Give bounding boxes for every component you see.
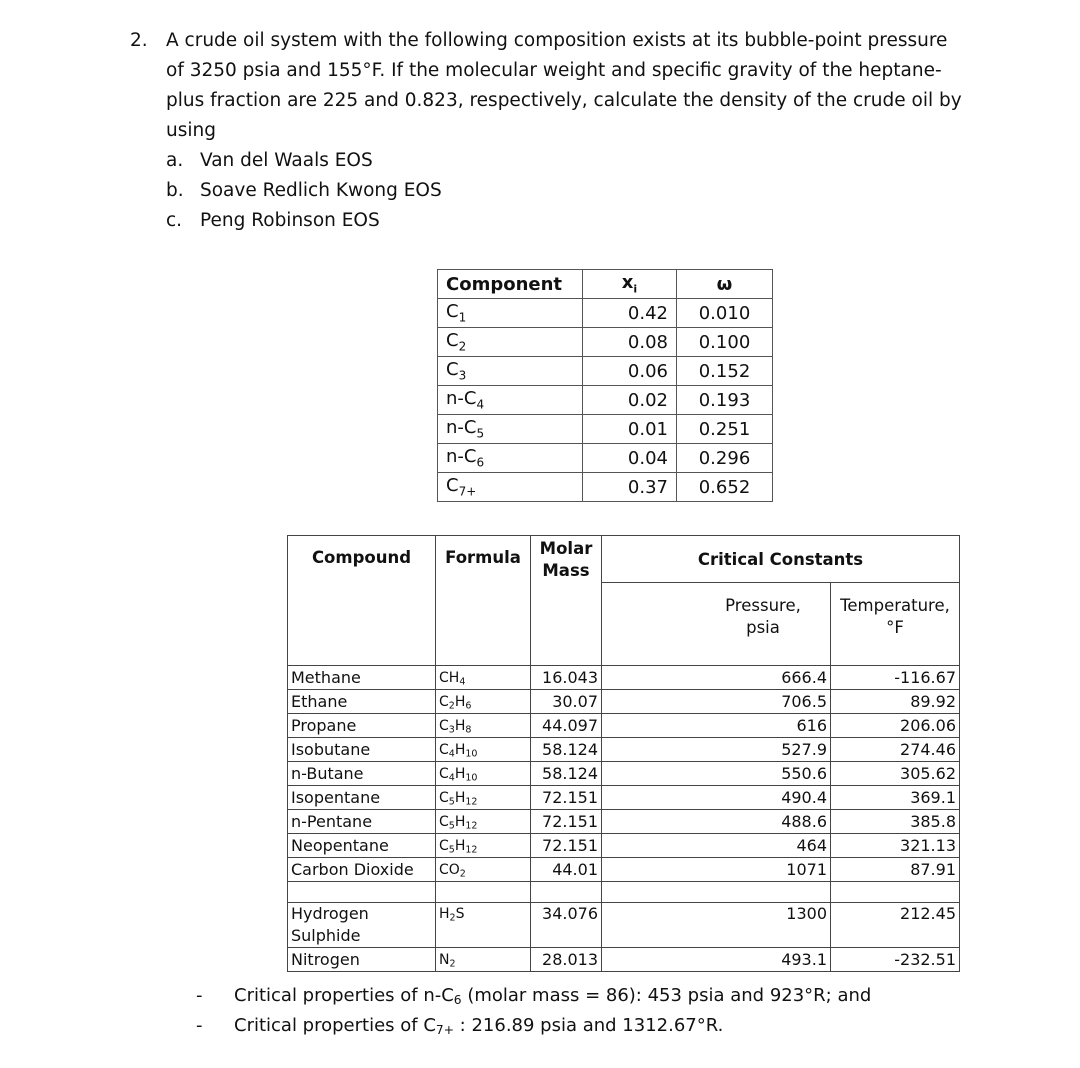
formula-part: H xyxy=(454,813,466,830)
formula-cell xyxy=(436,834,531,858)
acentric-factor-cell: 0.193 xyxy=(677,386,773,415)
properties-table xyxy=(287,535,960,972)
note-part: 6 xyxy=(453,993,462,1008)
component-name: n-C xyxy=(446,388,477,410)
acentric-factor-cell: 0.100 xyxy=(677,328,773,357)
composition-row xyxy=(438,357,773,386)
compound-name-cell: Nitrogen xyxy=(288,948,436,972)
compound-row xyxy=(288,810,960,834)
critical-pressure-cell: 550.6 xyxy=(602,762,831,786)
spacer-cell xyxy=(531,882,602,903)
compound-name-cell: Propane xyxy=(288,714,436,738)
formula-part: 10 xyxy=(465,771,478,783)
formula-part: N xyxy=(439,951,450,968)
formula-part: 12 xyxy=(465,843,478,855)
critical-pressure-cell: 1300 xyxy=(602,903,831,948)
critical-pressure-cell: 488.6 xyxy=(602,810,831,834)
compound-name-cell: Hydrogen Sulphide xyxy=(288,903,436,948)
molar-mass-cell: 72.151 xyxy=(531,834,602,858)
composition-body xyxy=(438,299,773,502)
component-cell xyxy=(438,415,583,444)
formula-part: 2 xyxy=(448,699,455,711)
formula-part: 2 xyxy=(449,957,456,969)
header-temperature xyxy=(831,583,960,666)
compound-name-cell: Isobutane xyxy=(288,738,436,762)
component-subscript: 1 xyxy=(458,310,467,325)
note-dash: - xyxy=(196,1015,203,1036)
formula-cell xyxy=(436,738,531,762)
component-cell xyxy=(438,299,583,328)
option-label: c. xyxy=(166,210,183,231)
component-name: C xyxy=(446,330,459,352)
component-subscript: 7+ xyxy=(458,484,477,499)
spacer-cell xyxy=(831,882,960,903)
formula-part: C xyxy=(439,717,449,734)
option-text: Soave Redlich Kwong EOS xyxy=(200,180,442,201)
note-text xyxy=(234,1011,723,1041)
header-mole-fraction xyxy=(583,270,677,299)
formula-part: 3 xyxy=(448,723,455,735)
spacer-cell xyxy=(602,882,831,903)
compound-row xyxy=(288,666,960,690)
component-cell xyxy=(438,357,583,386)
compound-name-cell: Neopentane xyxy=(288,834,436,858)
formula-part: C xyxy=(439,789,449,806)
formula-part: C xyxy=(439,765,449,782)
compound-row xyxy=(288,786,960,810)
critical-pressure-cell: 490.4 xyxy=(602,786,831,810)
component-subscript: 2 xyxy=(458,339,467,354)
formula-cell xyxy=(436,903,531,948)
note-part: Critical properties of n-C xyxy=(234,985,454,1006)
acentric-factor-cell: 0.251 xyxy=(677,415,773,444)
mole-fraction-cell: 0.42 xyxy=(583,299,677,328)
header-critical-constants: Critical Constants xyxy=(602,536,960,583)
note-part: : 216.89 psia and 1312.67°R. xyxy=(453,1015,724,1036)
formula-part: 5 xyxy=(448,819,455,831)
component-subscript: 4 xyxy=(476,397,485,412)
option-label: b. xyxy=(166,180,184,201)
header-x-sub: i xyxy=(633,282,638,296)
acentric-factor-cell: 0.652 xyxy=(677,473,773,502)
formula-part: H xyxy=(454,741,466,758)
problem-number: 2. xyxy=(130,30,148,51)
acentric-factor-cell: 0.296 xyxy=(677,444,773,473)
option-item xyxy=(166,146,970,176)
note-part: (molar mass = 86): 453 psia and 923°R; and xyxy=(461,985,872,1006)
mole-fraction-cell: 0.37 xyxy=(583,473,677,502)
composition-header-row xyxy=(438,270,773,299)
critical-pressure-cell: 464 xyxy=(602,834,831,858)
compound-name-cell: Isopentane xyxy=(288,786,436,810)
mole-fraction-cell: 0.01 xyxy=(583,415,677,444)
header-x: x xyxy=(621,272,634,294)
formula-part: 5 xyxy=(448,795,455,807)
critical-pressure-cell: 493.1 xyxy=(602,948,831,972)
formula-part: 12 xyxy=(465,819,478,831)
formula-part: H xyxy=(454,789,466,806)
formula-part: H xyxy=(454,765,466,782)
properties-header-row-1 xyxy=(288,536,960,583)
formula-cell xyxy=(436,810,531,834)
component-name: n-C xyxy=(446,446,477,468)
formula-part: H xyxy=(439,906,450,922)
formula-part: C xyxy=(439,837,449,854)
problem-statement xyxy=(130,26,970,236)
molar-mass-cell: 58.124 xyxy=(531,762,602,786)
compound-name-cell: n-Butane xyxy=(288,762,436,786)
note-dash: - xyxy=(196,985,203,1006)
molar-mass-cell: 30.07 xyxy=(531,690,602,714)
properties-body xyxy=(288,666,960,972)
molar-mass-cell: 34.076 xyxy=(531,903,602,948)
formula-part: 12 xyxy=(465,795,478,807)
component-subscript: 3 xyxy=(458,368,467,383)
compound-row xyxy=(288,948,960,972)
compound-name-cell: n-Pentane xyxy=(288,810,436,834)
formula-part: 4 xyxy=(459,675,466,687)
note-part: 7+ xyxy=(435,1023,454,1038)
spacer-row xyxy=(288,882,960,903)
mole-fraction-cell: 0.04 xyxy=(583,444,677,473)
header-molar-mass: Molar Mass xyxy=(531,536,602,666)
formula-part: 5 xyxy=(448,843,455,855)
component-cell xyxy=(438,473,583,502)
critical-temperature-cell: 305.62 xyxy=(831,762,960,786)
option-label: a. xyxy=(166,150,184,171)
formula-part: 10 xyxy=(465,747,478,759)
option-item xyxy=(166,176,970,206)
compound-row xyxy=(288,903,960,948)
note-item xyxy=(196,981,871,1011)
mole-fraction-cell: 0.08 xyxy=(583,328,677,357)
acentric-factor-cell: 0.010 xyxy=(677,299,773,328)
compound-name-cell: Methane xyxy=(288,666,436,690)
option-text: Van del Waals EOS xyxy=(200,150,373,171)
formula-cell xyxy=(436,948,531,972)
formula-part: 4 xyxy=(448,747,455,759)
formula-part: CH xyxy=(439,669,460,686)
component-cell xyxy=(438,328,583,357)
header-pressure-text: Pressure, psia xyxy=(725,596,801,637)
formula-part: C xyxy=(439,741,449,758)
compound-row xyxy=(288,690,960,714)
compound-row xyxy=(288,714,960,738)
formula-cell xyxy=(436,858,531,882)
compound-row xyxy=(288,738,960,762)
component-cell xyxy=(438,444,583,473)
compound-row xyxy=(288,762,960,786)
notes xyxy=(196,981,871,1041)
spacer-cell xyxy=(436,882,531,903)
note-part: Critical properties of C xyxy=(234,1015,436,1036)
acentric-factor-cell: 0.152 xyxy=(677,357,773,386)
header-formula: Formula xyxy=(436,536,531,666)
molar-mass-cell: 44.097 xyxy=(531,714,602,738)
molar-mass-cell: 72.151 xyxy=(531,810,602,834)
spacer-cell xyxy=(288,882,436,903)
compound-row xyxy=(288,834,960,858)
composition-row xyxy=(438,299,773,328)
critical-pressure-cell: 666.4 xyxy=(602,666,831,690)
molar-mass-cell: 72.151 xyxy=(531,786,602,810)
formula-cell xyxy=(436,786,531,810)
formula-part: 4 xyxy=(448,771,455,783)
composition-row xyxy=(438,473,773,502)
critical-temperature-cell: 206.06 xyxy=(831,714,960,738)
component-cell xyxy=(438,386,583,415)
compound-row xyxy=(288,858,960,882)
critical-temperature-cell: 385.8 xyxy=(831,810,960,834)
formula-part: S xyxy=(455,906,465,922)
formula-part: 8 xyxy=(465,723,472,735)
component-name: C xyxy=(446,475,459,497)
component-subscript: 5 xyxy=(476,426,485,441)
composition-row xyxy=(438,415,773,444)
molar-mass-cell: 58.124 xyxy=(531,738,602,762)
option-list xyxy=(166,146,970,236)
formula-part: 2 xyxy=(449,912,456,924)
critical-temperature-cell: -232.51 xyxy=(831,948,960,972)
molar-mass-cell: 16.043 xyxy=(531,666,602,690)
mole-fraction-cell: 0.02 xyxy=(583,386,677,415)
composition-row xyxy=(438,386,773,415)
mole-fraction-cell: 0.06 xyxy=(583,357,677,386)
formula-cell xyxy=(436,714,531,738)
composition-table xyxy=(437,269,773,502)
molar-mass-cell: 28.013 xyxy=(531,948,602,972)
formula-part: 6 xyxy=(465,699,472,711)
formula-part: C xyxy=(439,813,449,830)
critical-temperature-cell: 321.13 xyxy=(831,834,960,858)
option-text: Peng Robinson EOS xyxy=(200,210,380,231)
note-text xyxy=(234,981,871,1011)
critical-pressure-cell: 527.9 xyxy=(602,738,831,762)
compound-name-cell: Carbon Dioxide xyxy=(288,858,436,882)
compound-name-cell: Ethane xyxy=(288,690,436,714)
critical-temperature-cell: 87.91 xyxy=(831,858,960,882)
critical-temperature-cell: 274.46 xyxy=(831,738,960,762)
formula-part: H xyxy=(454,717,466,734)
formula-part: H xyxy=(454,837,466,854)
header-pressure xyxy=(602,583,831,666)
critical-temperature-cell: -116.67 xyxy=(831,666,960,690)
formula-cell xyxy=(436,666,531,690)
formula-part: H xyxy=(454,693,466,710)
component-name: C xyxy=(446,359,459,381)
molar-mass-cell: 44.01 xyxy=(531,858,602,882)
header-temperature-text: Temperature, °F xyxy=(840,596,950,637)
formula-part: 2 xyxy=(459,867,466,879)
header-compound: Compound xyxy=(288,536,436,666)
formula-part: C xyxy=(439,693,449,710)
critical-temperature-cell: 89.92 xyxy=(831,690,960,714)
header-component: Component xyxy=(438,270,583,299)
formula-cell xyxy=(436,762,531,786)
critical-pressure-cell: 706.5 xyxy=(602,690,831,714)
critical-temperature-cell: 212.45 xyxy=(831,903,960,948)
component-name: C xyxy=(446,301,459,323)
header-acentric: ω xyxy=(677,270,773,299)
option-item xyxy=(166,206,970,236)
component-name: n-C xyxy=(446,417,477,439)
critical-pressure-cell: 1071 xyxy=(602,858,831,882)
composition-row xyxy=(438,328,773,357)
note-item xyxy=(196,1011,871,1041)
composition-row xyxy=(438,444,773,473)
critical-pressure-cell: 616 xyxy=(602,714,831,738)
formula-part: CO xyxy=(439,861,460,878)
problem-text: A crude oil system with the following composition exists at its bubble-point pressure of 3250 psia and 155°F. If the molecular weight and specific gravity of the heptane-plus fraction are 225 and 0.823, respectively, calculate the density of the crude oil by using xyxy=(166,30,962,141)
formula-cell xyxy=(436,690,531,714)
component-subscript: 6 xyxy=(476,455,485,470)
critical-temperature-cell: 369.1 xyxy=(831,786,960,810)
